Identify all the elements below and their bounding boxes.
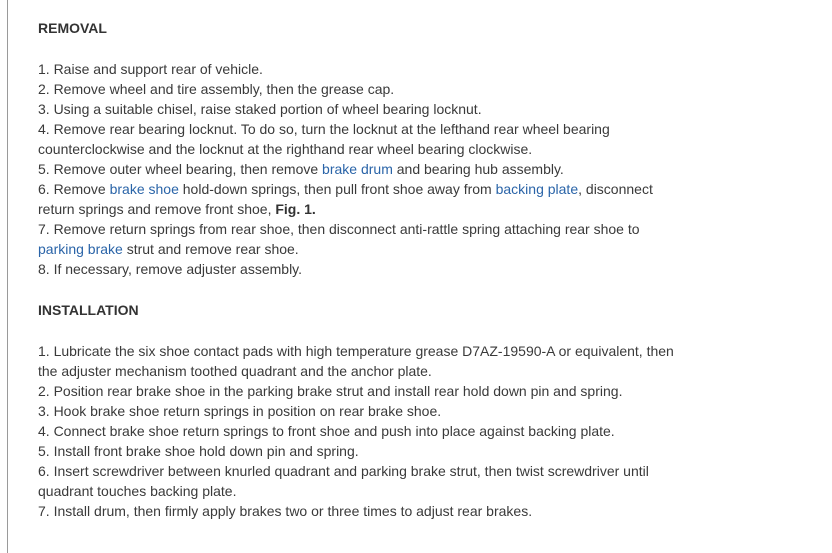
installation-step-5: 5. Install front brake shoe hold down pin and spring. xyxy=(38,443,359,459)
removal-step-7 xyxy=(38,219,678,259)
left-border-line xyxy=(7,0,8,553)
removal-step-6-text: 6. Remove xyxy=(38,181,110,197)
removal-step-6-text-end: , disconnect return springs and remove front shoe, xyxy=(38,181,653,217)
brake-drum-link[interactable]: brake drum xyxy=(322,161,393,177)
installation-step-7: 7. Install drum, then firmly apply brakes two or three times to adjust rear brakes. xyxy=(38,503,533,519)
installation-step-1: 1. Lubricate the six shoe contact pads with high temperature grease D7AZ-19590-A or equivalent, then the adjuster mechanism toothed quadrant and the anchor plate. xyxy=(38,343,674,379)
backing-plate-link[interactable]: backing plate xyxy=(495,181,579,197)
installation-step-4: 4. Connect brake shoe return springs to front shoe and push into place against backing plate. xyxy=(38,423,615,439)
installation-step-3: 3. Hook brake shoe return springs in position on rear brake shoe. xyxy=(38,403,442,419)
removal-step-5 xyxy=(38,159,678,179)
removal-heading: REMOVAL xyxy=(38,20,107,36)
removal-steps-list xyxy=(38,59,678,279)
removal-step-6 xyxy=(38,179,678,219)
removal-step-2: 2. Remove wheel and tire assembly, then the grease cap. xyxy=(38,81,395,97)
figure-reference: Fig. 1. xyxy=(275,201,316,217)
installation-step-6: 6. Insert screwdriver between knurled quadrant and parking brake strut, then twist screwdriver until quadrant touches backing plate. xyxy=(38,463,649,499)
parking-brake-link[interactable]: parking brake xyxy=(38,241,123,257)
removal-step-7-text: 7. Remove return springs from rear shoe, then disconnect anti-rattle spring attaching rear shoe to xyxy=(38,221,640,237)
removal-step-1: 1. Raise and support rear of vehicle. xyxy=(38,61,263,77)
installation-steps-list xyxy=(38,341,678,521)
removal-step-5-text-end: and bearing hub assembly. xyxy=(392,161,564,177)
installation-heading: INSTALLATION xyxy=(38,302,139,318)
procedure-document xyxy=(38,18,678,521)
removal-step-8: 8. If necessary, remove adjuster assembly. xyxy=(38,261,303,277)
brake-shoe-link[interactable]: brake shoe xyxy=(109,181,179,197)
removal-step-7-text-end: strut and remove rear shoe. xyxy=(122,241,299,257)
removal-step-5-text: 5. Remove outer wheel bearing, then remove xyxy=(38,161,323,177)
removal-step-6-text-middle: hold-down springs, then pull front shoe away from xyxy=(178,181,496,197)
installation-step-2: 2. Position rear brake shoe in the parking brake strut and install rear hold down pin and spring. xyxy=(38,383,623,399)
removal-step-4: 4. Remove rear bearing locknut. To do so, turn the locknut at the lefthand rear wheel bearing counterclockwise and the locknut at the righthand rear wheel bearing clockwise. xyxy=(38,121,610,157)
removal-step-3: 3. Using a suitable chisel, raise staked portion of wheel bearing locknut. xyxy=(38,101,482,117)
